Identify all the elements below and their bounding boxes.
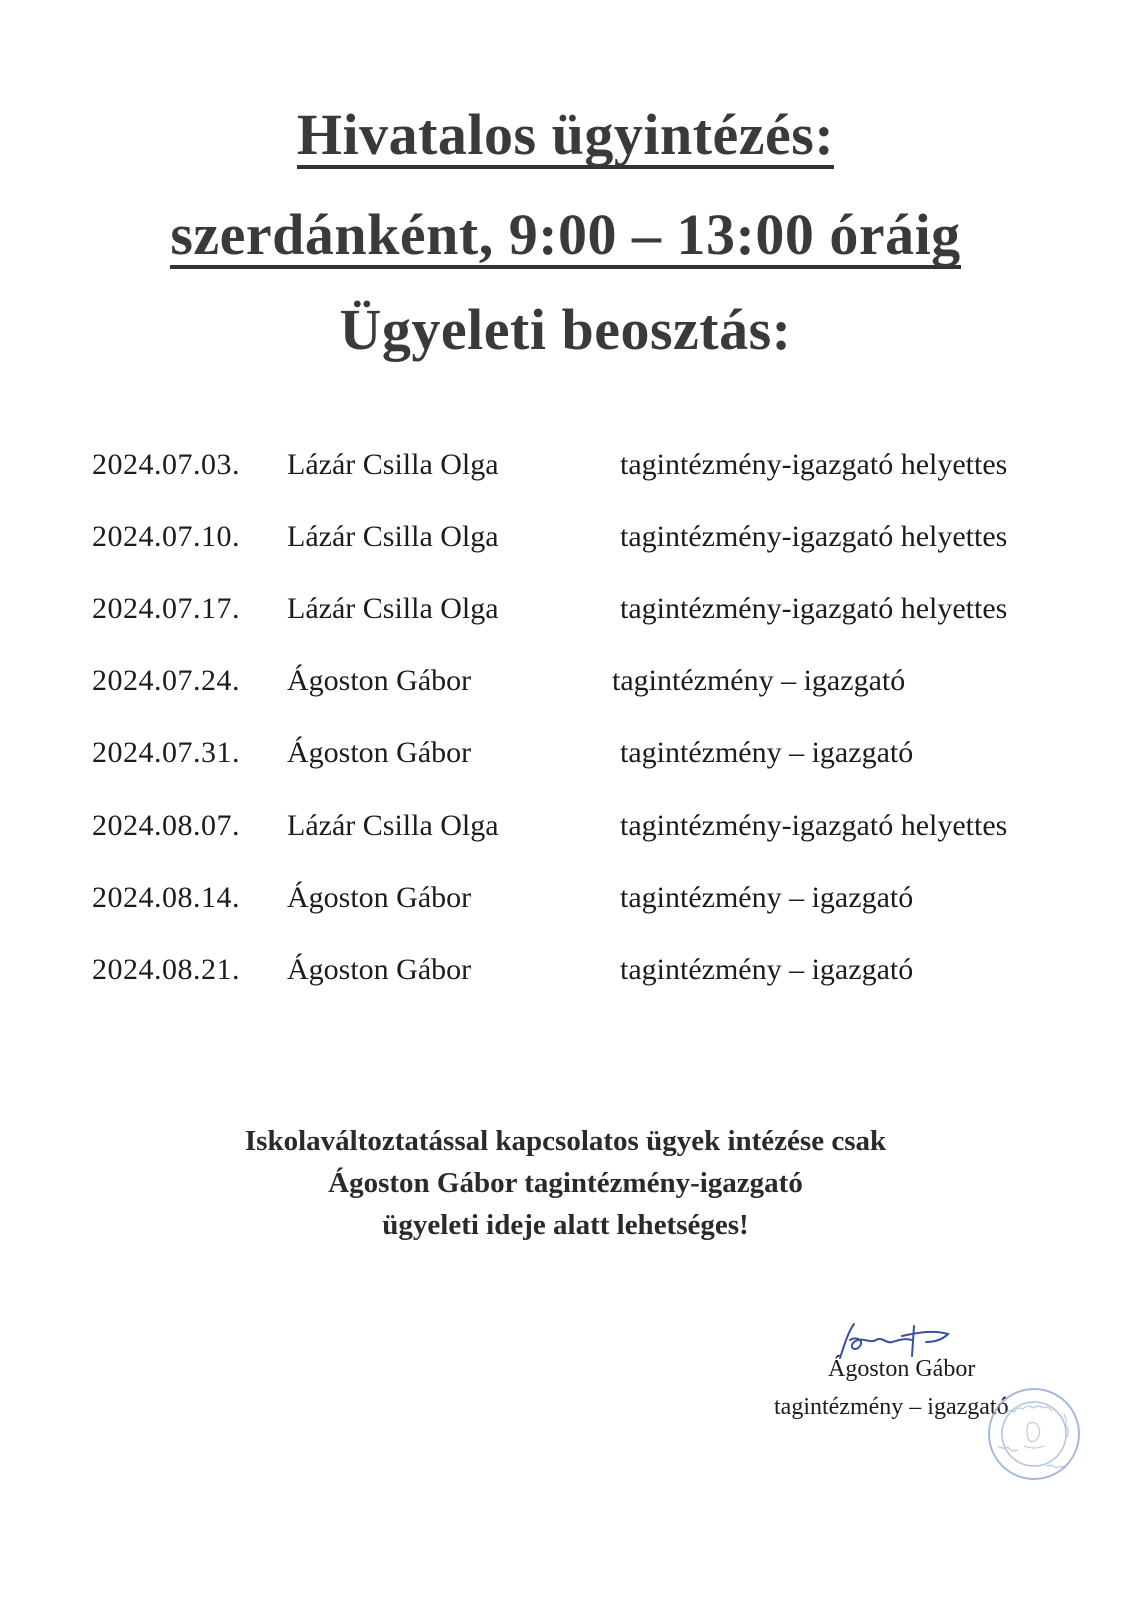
notice-line-2: Ágoston Gábor tagintézmény-igazgató [328,1167,803,1199]
schedule-date: 2024.07.03. [92,448,240,481]
schedule-row [0,584,1131,634]
schedule-row [0,728,1131,778]
schedule-row [0,873,1131,923]
schedule-role: tagintézmény-igazgató helyettes [620,809,1008,842]
schedule-role: tagintézmény-igazgató helyettes [620,592,1008,625]
heading-duty-schedule-text: Ügyeleti beosztás: [339,297,792,362]
schedule-role: tagintézmény – igazgató [620,953,914,986]
heading-duty-schedule [0,295,1131,365]
heading-office-hours-text: Hivatalos ügyintézés: [296,102,835,167]
schedule-role: tagintézmény – igazgató [612,664,906,697]
schedule-person: Ágoston Gábor [287,953,472,986]
schedule-row [0,440,1131,490]
schedule-role: tagintézmény-igazgató helyettes [620,520,1008,553]
schedule-person: Lázár Csilla Olga [287,592,499,625]
heading-office-times-text: szerdánként, 9:00 – 13:00 óráig [170,202,961,267]
schedule-date: 2024.07.31. [92,736,240,769]
schedule-date: 2024.08.07. [92,809,240,842]
schedule-row [0,656,1131,706]
schedule-person: Lázár Csilla Olga [287,520,499,553]
schedule-date: 2024.07.17. [92,592,240,625]
school-change-notice [0,1120,1131,1246]
notice-line-3: ügyeleti ideje alatt lehetséges! [382,1209,749,1241]
schedule-person: Ágoston Gábor [287,736,472,769]
schedule-role: tagintézmény-igazgató helyettes [620,448,1008,481]
signatory-title: tagintézmény – igazgató [774,1394,1009,1420]
heading-office-hours [0,100,1131,170]
schedule-role: tagintézmény – igazgató [620,881,914,914]
signatory-name: Ágoston Gábor [828,1356,976,1382]
signature-block [740,1318,1100,1518]
schedule-role: tagintézmény – igazgató [620,736,914,769]
schedule-row [0,512,1131,562]
schedule-date: 2024.08.21. [92,953,240,986]
official-stamp [984,1384,1084,1484]
heading-office-times [0,200,1131,270]
schedule-person: Ágoston Gábor [287,664,472,697]
schedule-row [0,945,1131,995]
schedule-person: Ágoston Gábor [287,881,472,914]
schedule-date: 2024.07.10. [92,520,240,553]
schedule-date: 2024.08.14. [92,881,240,914]
schedule-person: Lázár Csilla Olga [287,809,499,842]
schedule-row [0,801,1131,851]
notice-line-1: Iskolaváltoztatással kapcsolatos ügyek intézése csak [244,1125,887,1157]
schedule-date: 2024.07.24. [92,664,240,697]
schedule-person: Lázár Csilla Olga [287,448,499,481]
